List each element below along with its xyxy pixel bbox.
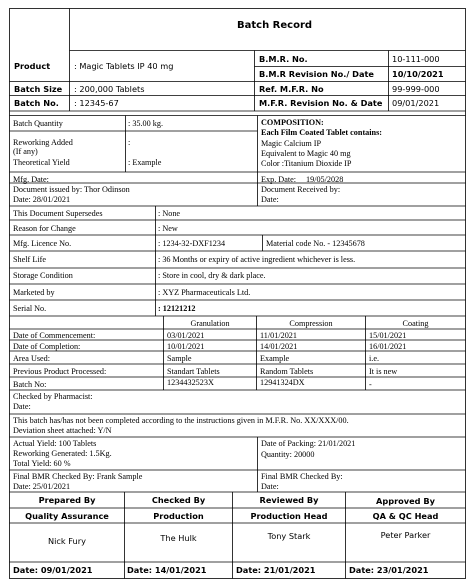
stage-row-label: Batch No: bbox=[13, 380, 47, 389]
composition-title: COMPOSITION: bbox=[261, 118, 324, 127]
stage-cell: Example bbox=[260, 354, 290, 363]
reason-value: : New bbox=[158, 224, 178, 233]
sig-name: Nick Fury bbox=[48, 536, 86, 546]
final-bmr-date-2: Date: bbox=[261, 482, 279, 491]
final-bmr-date: Date: 25/01/2021 bbox=[13, 482, 71, 491]
marketed-by-value: : XYZ Pharmaceuticals Ltd. bbox=[158, 288, 251, 297]
ref-mfr-label: Ref. M.F.R. No bbox=[259, 84, 324, 94]
shelf-life-value: : 36 Months or expiry of active ingredient whichever is less. bbox=[158, 255, 356, 264]
sig-dept: QA & QC Head bbox=[372, 511, 439, 521]
bmr-revision-value: 10/10/2021 bbox=[392, 69, 444, 79]
sig-role-reviewed: Reviewed By bbox=[259, 495, 319, 505]
document-received-date: Date: bbox=[261, 195, 279, 204]
composition-line: Color :Titanium Dioxide IP bbox=[261, 159, 352, 168]
reworking-added-value: : bbox=[128, 138, 131, 147]
stage-cell: It is new bbox=[369, 367, 398, 376]
product-label: Product bbox=[14, 61, 51, 71]
batch-quantity-label: Batch Quantity bbox=[13, 119, 63, 128]
composition-subtitle: Each Film Coated Tablet contains: bbox=[261, 128, 383, 137]
batch-no-label: Batch No. bbox=[14, 98, 59, 108]
stage-header-compression: Compression bbox=[289, 319, 333, 328]
stage-row-label: Date of Completion: bbox=[13, 342, 81, 351]
stage-cell: 1234432523X bbox=[167, 378, 214, 387]
actual-yield: Actual Yield: 100 Tablets bbox=[13, 439, 97, 448]
page-title: Batch Record bbox=[237, 20, 313, 31]
supersedes-label: This Document Supersedes bbox=[13, 209, 103, 218]
batch-size-value: : 200,000 Tablets bbox=[74, 84, 145, 94]
exp-date-label: Exp. Date: bbox=[261, 175, 297, 184]
ref-mfr-value: 99-999-000 bbox=[392, 84, 440, 94]
storage-value: : Store in cool, dry & dark place. bbox=[158, 271, 266, 280]
stage-cell: 11/01/2021 bbox=[260, 331, 297, 340]
sig-name: Peter Parker bbox=[380, 530, 431, 540]
licence-value: : 1234-32-DXF1234 bbox=[158, 239, 226, 248]
checked-by-pharmacist-label: Checked by Pharmacist: bbox=[13, 392, 93, 401]
sig-dept: Production Head bbox=[250, 511, 328, 521]
sig-name: The Hulk bbox=[160, 533, 197, 543]
stage-cell: 03/01/2021 bbox=[167, 331, 205, 340]
batch-size-label: Batch Size bbox=[14, 84, 63, 94]
batch-quantity-value: : 35.00 kg. bbox=[128, 119, 164, 128]
total-yield: Total Yield: 60 % bbox=[13, 459, 71, 468]
bmr-revision-label: B.M.R Revision No./ Date bbox=[259, 69, 374, 79]
bmr-no-label: B.M.R. No. bbox=[259, 54, 308, 64]
stage-cell: 10/01/2021 bbox=[167, 342, 205, 351]
reworking-added-note: (If any) bbox=[13, 147, 38, 156]
sig-date: Date: 23/01/2021 bbox=[349, 565, 429, 575]
stage-cell: 12941324DX bbox=[260, 378, 305, 387]
packing-quantity: Quantity: 20000 bbox=[261, 450, 315, 459]
sig-date: Date: 21/01/2021 bbox=[236, 565, 316, 575]
stage-cell: Standart Tablets bbox=[167, 367, 220, 376]
sig-date: Date: 09/01/2021 bbox=[13, 565, 93, 575]
document-issued-by: Document issued by: Thor Odinson bbox=[13, 185, 130, 194]
product-value: : Magic Tablets IP 40 mg bbox=[74, 61, 174, 71]
mfr-revision-label: M.F.R. Revision No. & Date bbox=[259, 98, 383, 108]
completion-statement: This batch has/has not been completed according to the instructions given in M.F.R. No. XX/XXX/00. bbox=[13, 416, 349, 425]
stage-cell: 15/01/2021 bbox=[369, 331, 407, 340]
marketed-by-label: Marketed by bbox=[13, 288, 55, 297]
sig-dept: Quality Assurance bbox=[25, 511, 109, 521]
sig-role-checked: Checked By bbox=[151, 495, 206, 505]
mfr-revision-value: 09/01/2021 bbox=[392, 98, 440, 108]
deviation-sheet: Deviation sheet attached: Y/N bbox=[13, 426, 112, 435]
reworking-added-label: Reworking Added bbox=[13, 138, 73, 147]
stage-row-label: Previous Product Processed: bbox=[13, 367, 107, 376]
supersedes-value: : None bbox=[158, 209, 181, 218]
serial-no-value: : 12121212 bbox=[158, 304, 196, 313]
sig-name: Tony Stark bbox=[267, 531, 311, 541]
checked-by-pharmacist-date: Date: bbox=[13, 402, 31, 411]
sig-dept: Production bbox=[153, 511, 204, 521]
stage-cell: - bbox=[369, 380, 372, 389]
storage-label: Storage Condition bbox=[13, 271, 73, 280]
stage-cell: 16/01/2021 bbox=[369, 342, 407, 351]
theoretical-yield-label: Theoretical Yield bbox=[13, 158, 70, 167]
stage-cell: Random Tablets bbox=[260, 367, 314, 376]
sig-role-approved: Approved By bbox=[376, 496, 435, 506]
final-bmr-checked-by: Final BMR Checked By: Frank Sample bbox=[13, 472, 143, 481]
stage-row-label: Area Used: bbox=[13, 354, 51, 363]
document-issued-date: Date: 28/01/2021 bbox=[13, 195, 71, 204]
reworking-generated: Reworking Generated: 1.5Kg. bbox=[13, 449, 112, 458]
theoretical-yield-value: : Example bbox=[128, 158, 162, 167]
stage-row-label: Date of Commencement: bbox=[13, 331, 96, 340]
packing-date: Date of Packing: 21/01/2021 bbox=[261, 439, 356, 448]
stage-cell: 14/01/2021 bbox=[260, 342, 298, 351]
stage-cell: i.e. bbox=[369, 354, 380, 363]
exp-date-value: 19/05/2028 bbox=[306, 175, 344, 184]
material-code: Material code No. - 12345678 bbox=[266, 239, 365, 248]
stage-header-granulation: Granulation bbox=[190, 319, 230, 328]
final-bmr-checked-by-2: Final BMR Checked By: bbox=[261, 472, 343, 481]
stage-header-coating: Coating bbox=[402, 319, 429, 328]
bmr-no-value: 10-111-000 bbox=[392, 54, 440, 64]
batch-no-value: : 12345-67 bbox=[74, 98, 119, 108]
sig-date: Date: 14/01/2021 bbox=[127, 565, 207, 575]
shelf-life-label: Shelf Life bbox=[13, 255, 46, 264]
composition-line: Equivalent to Magic 40 mg bbox=[261, 149, 351, 158]
mfg-date-label: Mfg. Date: bbox=[13, 175, 49, 184]
composition-line: Magic Calcium IP bbox=[261, 139, 322, 148]
serial-no-label: Serial No. bbox=[13, 304, 47, 313]
reason-label: Reason for Change bbox=[13, 224, 76, 233]
document-received-by: Document Received by: bbox=[261, 185, 341, 194]
stage-cell: Sample bbox=[167, 354, 192, 363]
licence-label: Mfg. Licence No. bbox=[13, 239, 72, 248]
sig-role-prepared: Prepared By bbox=[38, 495, 96, 505]
